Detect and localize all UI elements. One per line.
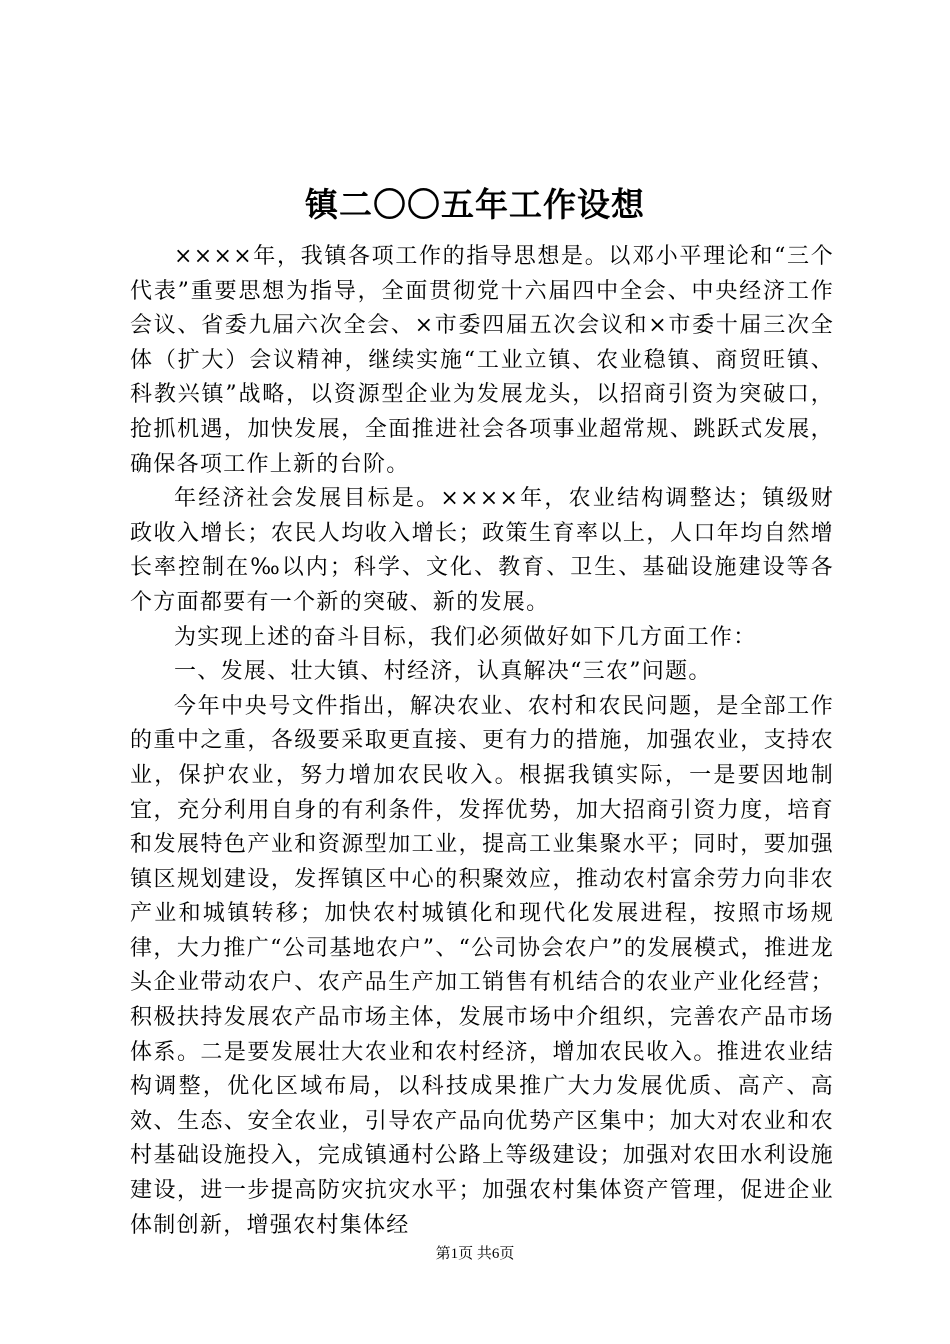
- section-heading-1: 一、发展、壮大镇、村经济，认真解决“三农”问题。: [174, 659, 712, 685]
- paragraph-development-goals: 年经济社会发展目标是。××××年，农业结构调整达；镇级财政收入增长；农民人均收入增长；政策生育率以上，人口年均自然增长率控制在‰以内；科学、文化、教育、卫生、基础设施建设等各个方面都要有一个新的突破、新的发展。: [130, 486, 834, 615]
- document-body: [130, 240, 834, 1243]
- paragraph-section-1-body: 今年中央号文件指出，解决农业、农村和农民问题，是全部工作的重中之重，各级要采取更直接、更有力的措施，加强农业，支持农业，保护农业，努力增加农民收入。根据我镇实际，一是要因地制宜，充分利用自身的有利条件，发挥优势，加大招商引资力度，培育和发展特色产业和资源型加工业，提高工业集聚水平；同时，要加强镇区规划建设，发挥镇区中心的积聚效应，推动农村富余劳力向非农产业和城镇转移；加快农村城镇化和现代化发展进程，按照市场规律，大力推广“公司基地农户”、“公司协会农户”的发展模式，推进龙头企业带动农户、农产品生产加工销售有机结合的农业产业化经营；积极扶持发展农产品市场主体，发展市场中介组织，完善农产品市场体系。二是要发展壮大农业和农村经济，增加农民收入。推进农业结构调整，优化区域布局，以科技成果推广大力发展优质、高产、高效、生态、安全农业，引导农产品向优势产区集中；加大对农业和农村基础设施投入，完成镇通村公路上等级建设；加强对农田水利设施建设，进一步提高防灾抗灾水平；加强农村集体资产管理，促进企业体制创新，增强农村集体经: [130, 693, 834, 1238]
- paragraph-tasks-intro: 为实现上述的奋斗目标，我们必须做好如下几方面工作：: [174, 624, 757, 650]
- paragraph-guiding-thought: ××××年，我镇各项工作的指导思想是。以邓小平理论和“三个代表”重要思想为指导，全面贯彻党十六届四中全会、中央经济工作会议、省委九届六次全会、×市委四届五次会议和×市委十届三次全体（扩大）会议精神，继续实施“工业立镇、农业稳镇、商贸旺镇、科教兴镇”战略，以资源型企业为发展龙头，以招商引资为突破口，抢抓机遇，加快发展，全面推进社会各项事业超常规、跳跃式发展，确保各项工作上新的台阶。: [130, 244, 834, 477]
- document-title: 镇二〇〇五年工作设想: [305, 185, 645, 224]
- page-footer: 第1页 共6页: [435, 1246, 515, 1262]
